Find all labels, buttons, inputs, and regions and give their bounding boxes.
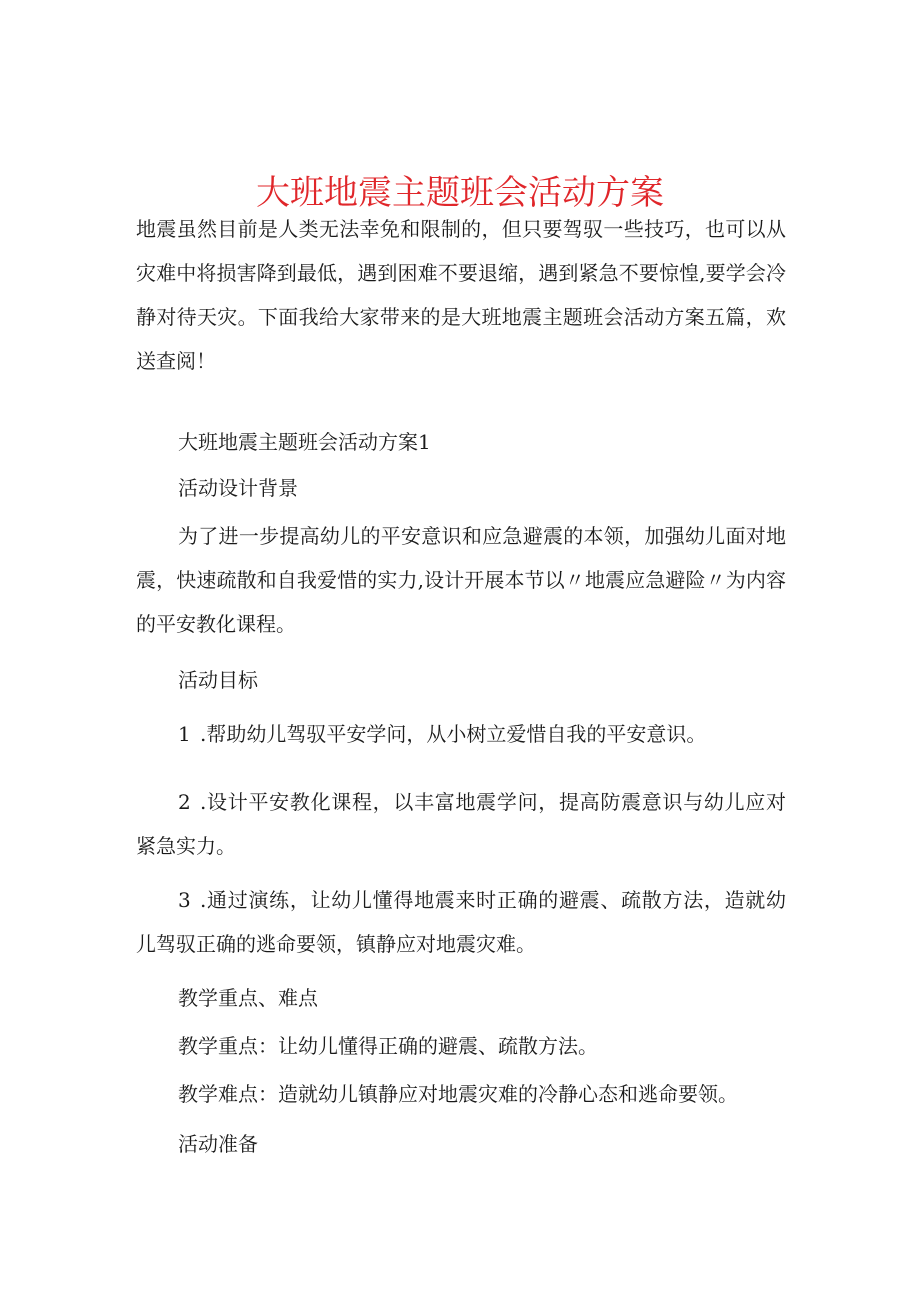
intro-paragraph: 地震虽然目前是人类无法幸免和限制的，但只要驾驭一些技巧，也可以从灾难中将损害降到最低，遇到困难不要退缩，遇到紧急不要惊惶,要学会冷静对待天灾。下面我给大家带来的是大班地震主题班会活动方案五篇，欢送查阅！ — [136, 217, 786, 373]
prep-heading: 活动准备 — [178, 1132, 258, 1156]
focus-heading: 教学重点、难点 — [178, 986, 318, 1010]
document-title: 大班地震主题班会活动方案 — [256, 172, 664, 213]
goal-item-1 — [136, 712, 786, 756]
goals-heading: 活动目标 — [178, 668, 258, 692]
goal-text: .通过演练，让幼儿懂得地震来时正确的避震、疏散方法，造就幼儿驾驭正确的逃命要领，镇静应对地震灾难。 — [136, 888, 786, 956]
goal-number: 1 — [178, 722, 191, 746]
goal-text: .设计平安教化课程，以丰富地震学问，提高防震意识与幼儿应对紧急实力。 — [136, 790, 786, 858]
background-paragraph: 为了进一步提高幼儿的平安意识和应急避震的本领，加强幼儿面对地震，快速疏散和自我爱惜的实力,设计开展本节以〃地震应急避险〃为内容的平安教化课程。 — [136, 524, 786, 636]
goal-number: 3 — [178, 888, 191, 912]
difficult-point: 教学难点：造就幼儿镇静应对地震灾难的冷静心态和逃命要领。 — [178, 1082, 738, 1106]
goal-number: 2 — [178, 790, 191, 814]
focus-point: 教学重点：让幼儿懂得正确的避震、疏散方法。 — [178, 1034, 598, 1058]
goal-item-2 — [136, 780, 786, 868]
section-title: 大班地震主题班会活动方案1 — [178, 430, 431, 454]
background-heading: 活动设计背景 — [178, 476, 298, 500]
goal-text: .帮助幼儿驾驭平安学问，从小树立爱惜自我的平安意识。 — [200, 722, 707, 746]
goal-item-3 — [136, 878, 786, 966]
